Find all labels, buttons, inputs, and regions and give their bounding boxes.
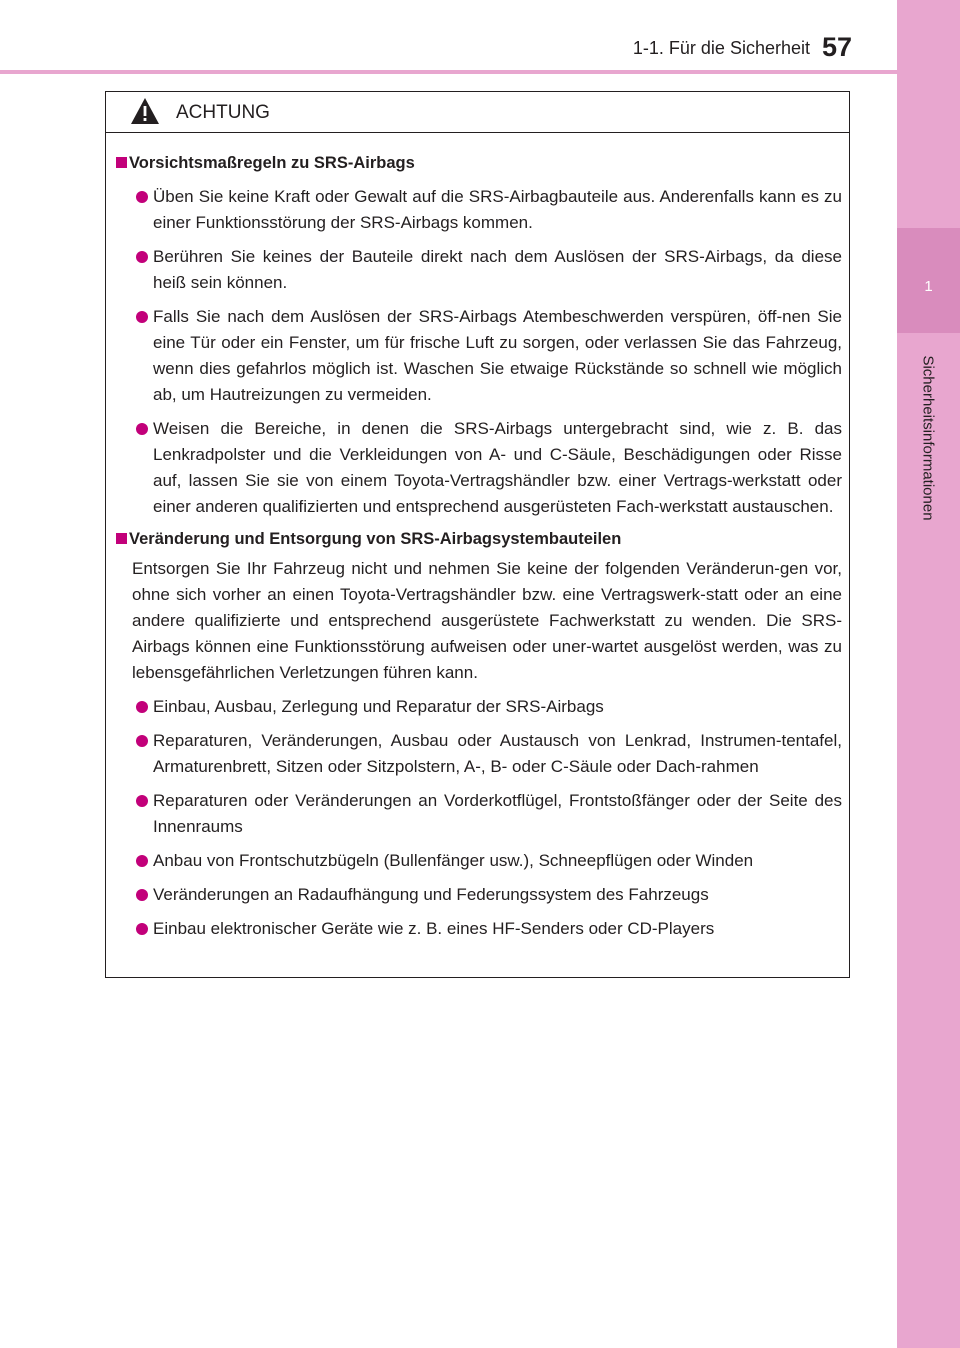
circle-bullet-icon: [136, 251, 148, 263]
circle-bullet-icon: [136, 923, 148, 935]
circle-bullet-icon: [136, 855, 148, 867]
circle-bullet-icon: [136, 701, 148, 713]
circle-bullet-icon: [136, 423, 148, 435]
section-heading-text: Veränderung und Entsorgung von SRS-Airbagsystembauteilen: [129, 530, 622, 548]
warning-header: [106, 92, 849, 133]
warning-triangle-icon: [130, 97, 160, 125]
bullet-text: Üben Sie keine Kraft oder Gewalt auf die SRS-Airbagbauteile aus. Anderenfalls kann es zu einer Funktionsstörung der SRS-Airbags kommen.: [153, 187, 842, 232]
circle-bullet-icon: [136, 889, 148, 901]
square-bullet-icon: [116, 533, 127, 544]
bullet-item: [115, 848, 842, 874]
page-number: 57: [822, 32, 853, 62]
warning-box: [105, 91, 850, 978]
bullet-item: [115, 788, 842, 840]
bullet-text: Reparaturen, Veränderungen, Ausbau oder Austausch von Lenkrad, Instrumen-tentafel, Armaturenbrett, Sitzen oder Sitzpolstern, A-, B- oder C-Säule oder Dach-rahmen: [153, 731, 842, 776]
section-title: 1-1. Für die Sicherheit: [632, 38, 810, 58]
side-tab: [897, 0, 960, 1348]
bullet-item: [115, 416, 842, 520]
bullet-item: [115, 694, 842, 720]
circle-bullet-icon: [136, 735, 148, 747]
bullet-text: Anbau von Frontschutzbügeln (Bullenfänger usw.), Schneepflügen oder Winden: [153, 851, 754, 870]
section-heading: [115, 526, 842, 552]
bullet-item: [115, 304, 842, 408]
bullet-item: [115, 244, 842, 296]
bullet-item: [115, 728, 842, 780]
bullet-text: Berühren Sie keines der Bauteile direkt nach dem Auslösen der SRS-Airbags, da diese heiß sein können.: [153, 247, 842, 292]
chapter-number: 1: [924, 278, 933, 295]
section-intro: Entsorgen Sie Ihr Fahrzeug nicht und nehmen Sie keine der folgenden Veränderun-gen vor, ohne sich vorher an einen Toyota-Vertragshändler bzw. eine Vertragswerk-statt oder an eine andere qualifizierte und entsprechend ausgerüstete Fachwerkstatt zu wenden. Die SRS-Airbags können eine Funktionsstörung aufweisen oder uner-wartet ausgelöst werden, was zu lebensgefährlichen Verletzungen führen kann.: [132, 559, 842, 682]
circle-bullet-icon: [136, 191, 148, 203]
circle-bullet-icon: [136, 311, 148, 323]
header-rule: [0, 70, 897, 74]
circle-bullet-icon: [136, 795, 148, 807]
bullet-text: Veränderungen an Radaufhängung und Federungssystem des Fahrzeugs: [153, 885, 709, 904]
bullet-text: Reparaturen oder Veränderungen an Vorderkotflügel, Frontstoßfänger oder der Seite des Innenraums: [153, 791, 842, 836]
warning-title: ACHTUNG: [176, 102, 270, 123]
bullet-item: [115, 916, 842, 942]
bullet-item: [115, 184, 842, 236]
side-tab-label: Sicherheitsinformationen: [919, 355, 937, 521]
square-bullet-icon: [116, 157, 127, 168]
bullet-text: Falls Sie nach dem Auslösen der SRS-Airbags Atembeschwerden verspüren, öff-nen Sie eine Tür oder ein Fenster, um für frische Luft zu sorgen, oder verlassen Sie das Fahrzeug, wenn dies gefahrlos möglich ist. Waschen Sie etwaige Rückstände so schnell wie möglich ab, um Hautreizungen zu vermeiden.: [153, 307, 842, 404]
bullet-text: Einbau elektronischer Geräte wie z. B. eines HF-Senders oder CD-Players: [153, 919, 715, 938]
warning-content: [115, 150, 842, 942]
bullet-item: [115, 882, 842, 908]
section-heading: [115, 150, 842, 176]
bullet-text: Weisen die Bereiche, in denen die SRS-Airbags untergebracht sind, wie z. B. das Lenkradpolster und die Verkleidungen von A- und C-Säule, Beschädigungen oder Risse auf, lassen Sie sie von einem Toyota-Vertragshändler bzw. einer Vertrags-werkstatt oder einer anderen qualifizierten und entsprechend ausgerüsteten Fach-werkstatt austauschen.: [153, 419, 842, 516]
bullet-text: Einbau, Ausbau, Zerlegung und Reparatur der SRS-Airbags: [153, 697, 604, 716]
section-heading-text: Vorsichtsmaßregeln zu SRS-Airbags: [129, 154, 415, 172]
